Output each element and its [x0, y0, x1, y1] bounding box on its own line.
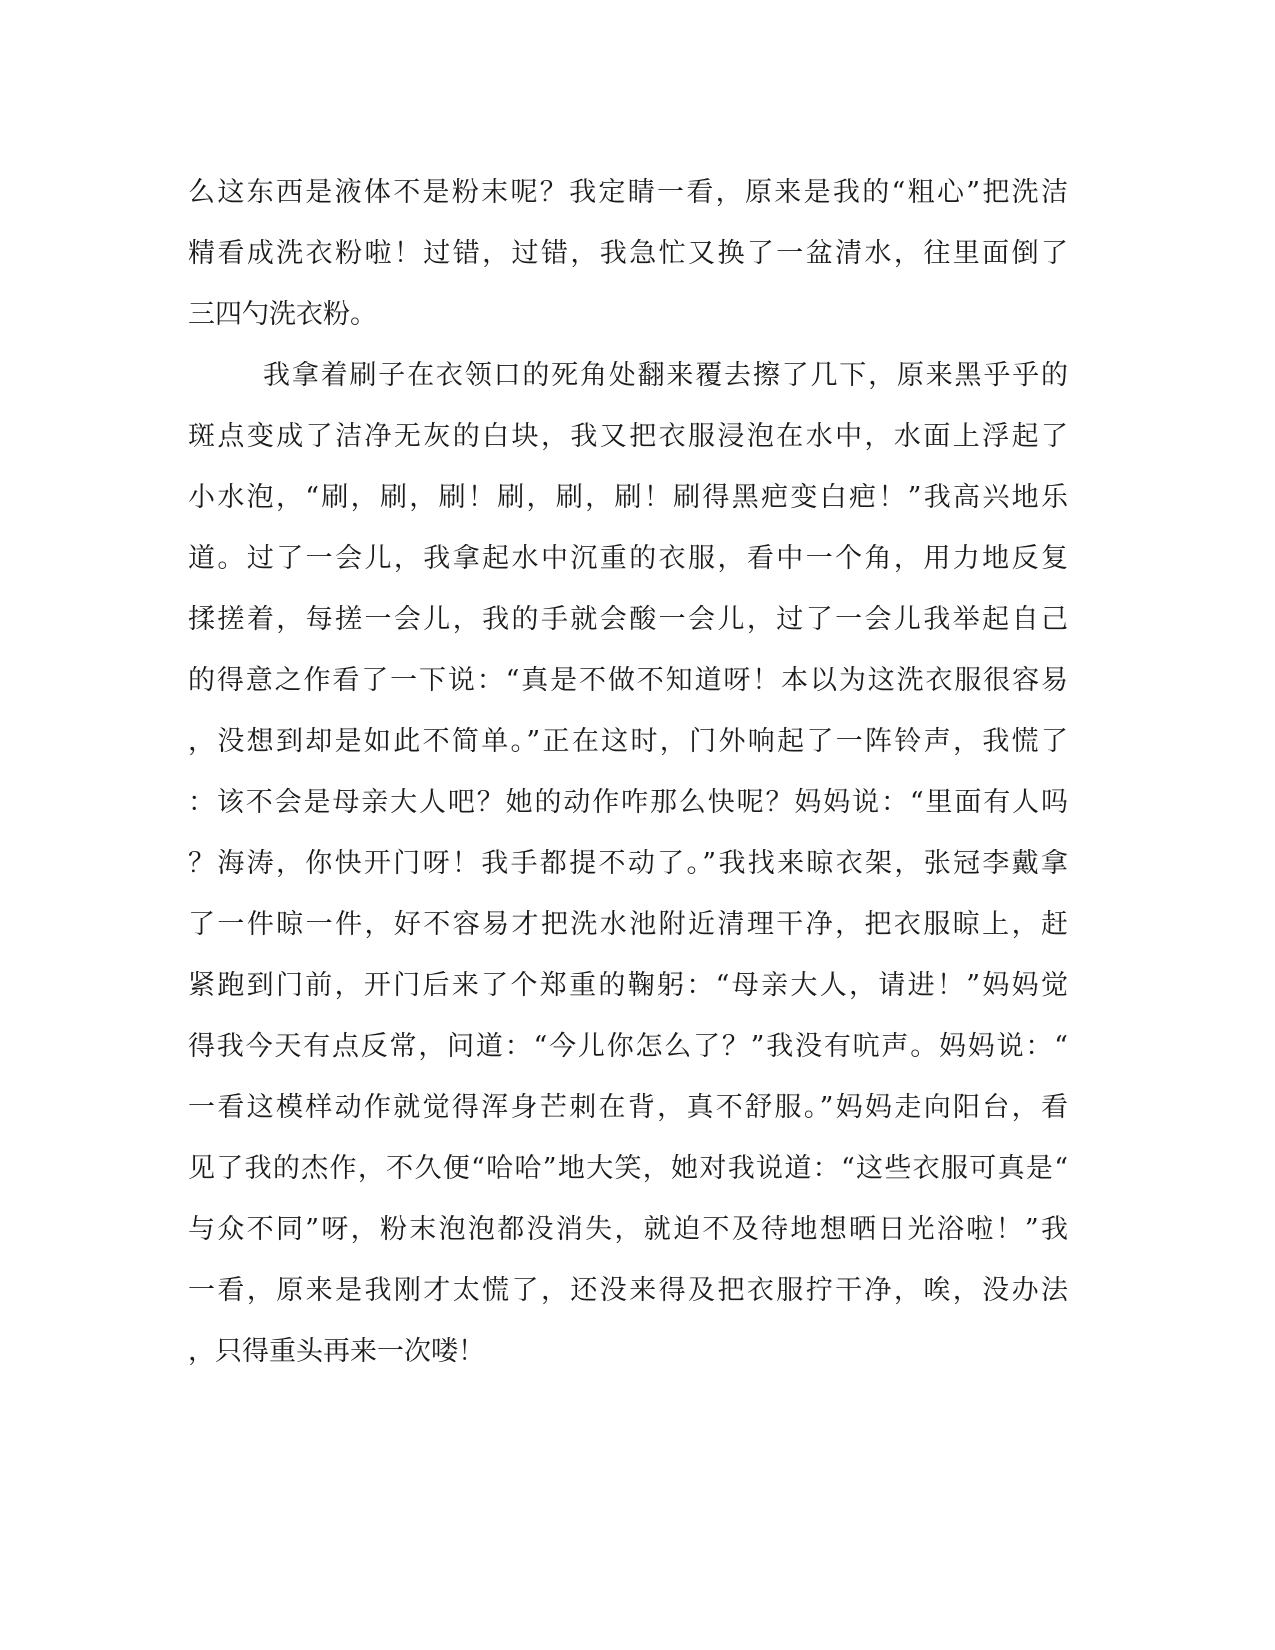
paragraph-1 — [188, 162, 1068, 345]
text-line: ，只得重头再来一次喽！ — [188, 1336, 485, 1367]
text-line: 揉搓着，每搓一会儿，我的手就会酸一会儿，过了一会儿我举起自己 — [188, 604, 1068, 635]
text-line: 一看，原来是我刚才太慌了，还没来得及把衣服拧干净，唉，没办法 — [188, 1275, 1068, 1306]
text-line: ？海涛，你快开门呀！我手都提不动了。”我找来晾衣架，张冠李戴拿 — [188, 848, 1068, 879]
paragraph-2 — [188, 345, 1068, 1382]
text-line: 小水泡，“刷，刷，刷！刷，刷，刷！刷得黑疤变白疤！”我高兴地乐 — [188, 482, 1068, 513]
text-line: 得我今天有点反常，问道：“今儿你怎么了？”我没有吭声。妈妈说：“ — [188, 1031, 1068, 1062]
text-line: ，没想到却是如此不简单。”正在这时，门外响起了一阵铃声，我慌了 — [188, 726, 1068, 757]
text-line: 一看这模样动作就觉得浑身芒刺在背，真不舒服。”妈妈走向阳台，看 — [188, 1092, 1068, 1123]
text-line: 紧跑到门前，开门后来了个郑重的鞠躬：“母亲大人，请进！”妈妈觉 — [188, 970, 1068, 1001]
text-line: ：该不会是母亲大人吧？她的动作咋那么快呢？妈妈说：“里面有人吗 — [188, 787, 1068, 818]
text-line: 见了我的杰作，不久便“哈哈”地大笑，她对我说道：“这些衣服可真是“ — [188, 1153, 1068, 1184]
text-line: 么这东西是液体不是粉末呢？我定睛一看，原来是我的“粗心”把洗洁 — [188, 177, 1068, 208]
text-line: 道。过了一会儿，我拿起水中沉重的衣服，看中一个角，用力地反复 — [188, 543, 1068, 574]
text-line: 三四勺洗衣粉。 — [188, 299, 377, 330]
text-line: 我拿着刷子在衣领口的死角处翻来覆去擦了几下，原来黑乎乎的 — [263, 360, 1068, 391]
text-line: 的得意之作看了一下说：“真是不做不知道呀！本以为这洗衣服很容易 — [188, 665, 1068, 696]
text-line: 斑点变成了洁净无灰的白块，我又把衣服浸泡在水中，水面上浮起了 — [188, 421, 1068, 452]
text-line: 与众不同”呀，粉末泡泡都没消失，就迫不及待地想晒日光浴啦！”我 — [188, 1214, 1068, 1245]
text-line: 了一件晾一件，好不容易才把洗水池附近清理干净，把衣服晾上，赶 — [188, 909, 1068, 940]
body-text — [188, 162, 1068, 1382]
text-line: 精看成洗衣粉啦！过错，过错，我急忙又换了一盆清水，往里面倒了 — [188, 238, 1068, 269]
